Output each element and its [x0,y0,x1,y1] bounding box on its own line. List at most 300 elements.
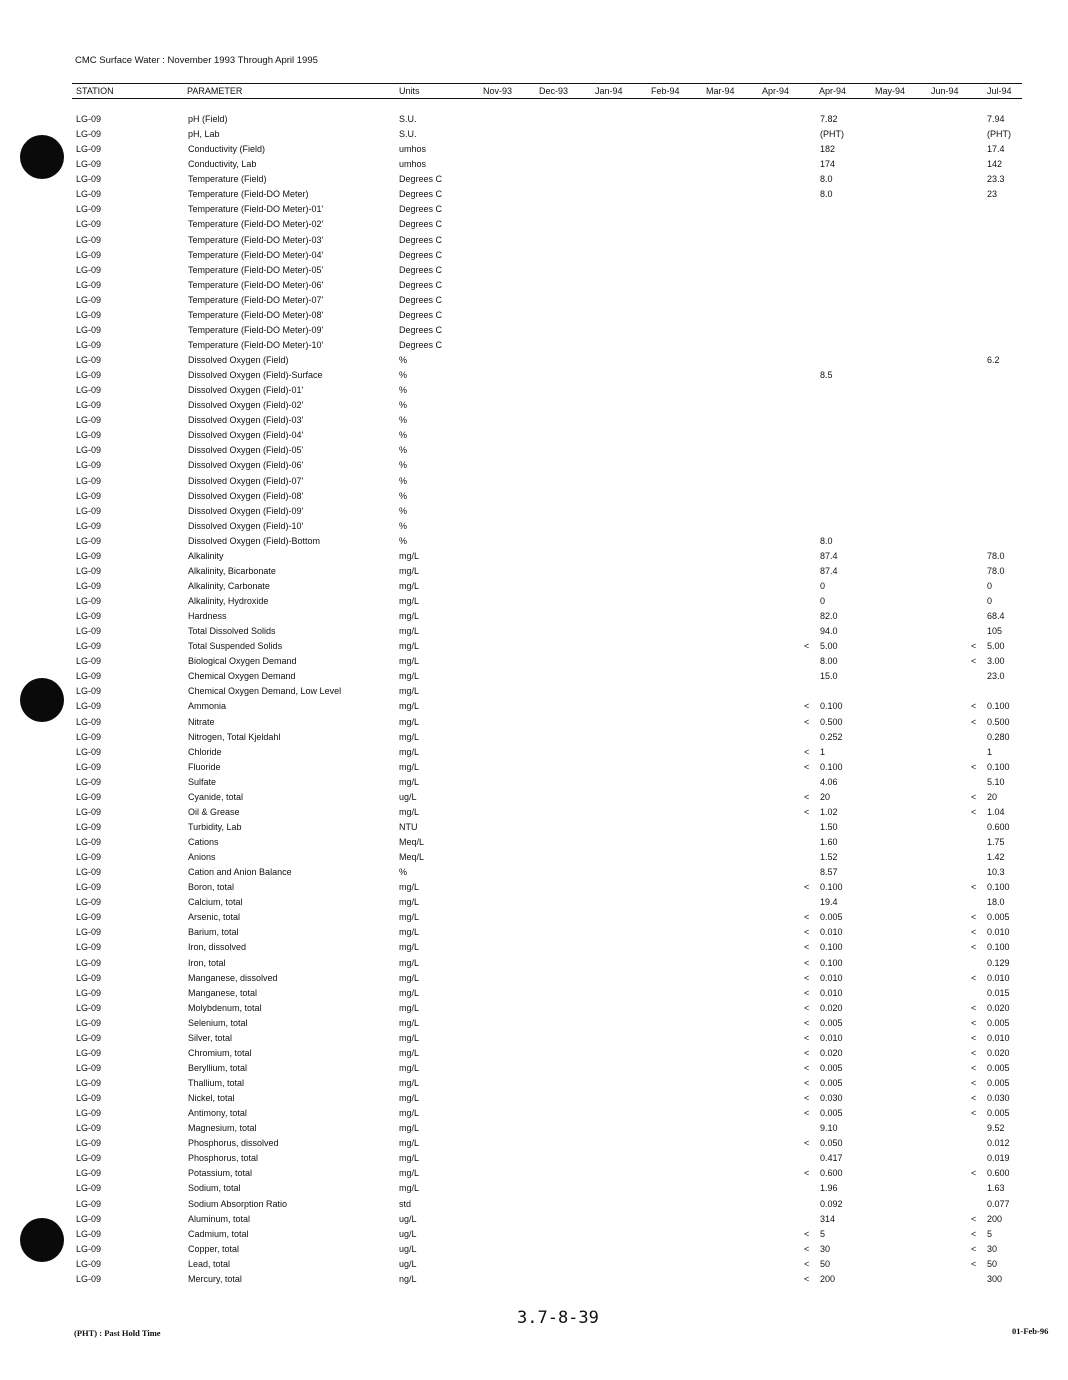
units-cell: mg/L [399,565,420,576]
jul-94-value: 0 [987,580,993,591]
jul-94-value: 0.015 [987,987,1010,998]
parameter-cell: Fluoride [188,761,221,772]
jul-94-value: 0.005 [987,1017,1010,1028]
jul-94-qualifier: < [971,641,977,652]
parameter-cell: Alkalinity [188,550,224,561]
apr-94-value: 0.030 [820,1093,843,1104]
table-row [0,429,1068,444]
table-row [0,1273,1068,1288]
table-row [0,128,1068,143]
jul-94-value: 6.2 [987,355,1000,365]
table-row [0,926,1068,941]
units-cell: mg/L [399,731,420,742]
parameter-cell: Sulfate [188,776,217,787]
table-row [0,670,1068,685]
station-cell: LG-09 [76,852,102,863]
apr-94-value: 0.010 [820,1032,843,1043]
station-cell: LG-09 [76,731,102,742]
jul-94-value: 0.100 [987,761,1010,772]
parameter-cell: Lead, total [188,1258,231,1269]
apr-94-value: 0.100 [820,701,843,712]
apr-94-value: 1.02 [820,806,838,817]
apr-94-qualifier: < [804,1002,810,1013]
station-cell: LG-09 [76,1168,102,1179]
table-row [0,475,1068,490]
jul-94-qualifier: < [971,1168,977,1179]
units-cell: mg/L [399,1093,420,1104]
apr-94-qualifier: < [804,972,810,983]
units-cell: ug/L [399,1213,417,1224]
apr-94-value: 0.005 [820,1078,843,1088]
jul-94-value: 23.0 [987,671,1005,682]
jul-94-value: 23 [987,189,998,200]
table-row [0,294,1068,309]
table-row [0,414,1068,429]
table-row [0,685,1068,700]
station-cell: LG-09 [76,339,102,350]
parameter-cell: Antimony, total [188,1108,247,1119]
apr-94-value: 0.010 [820,972,843,983]
units-cell: % [399,520,408,531]
apr-94-value: 0.100 [820,957,843,968]
table-row [0,203,1068,218]
jul-94-qualifier: < [971,1243,977,1254]
station-cell: LG-09 [76,701,102,712]
column-header-month: Apr-94 [762,86,790,96]
station-cell: LG-09 [76,490,102,501]
jul-94-value: 0.077 [987,1198,1010,1209]
jul-94-value: 0.100 [987,942,1010,953]
table-row [0,1017,1068,1032]
table-row [0,384,1068,399]
station-cell: LG-09 [76,1138,102,1149]
station-cell: LG-09 [76,761,102,772]
station-cell: LG-09 [76,460,102,471]
parameter-cell: Nitrogen, Total Kjeldahl [188,731,281,742]
station-cell: LG-09 [76,611,102,622]
units-cell: mg/L [399,776,420,787]
apr-94-value: 9.10 [820,1123,838,1134]
parameter-cell: Temperature (Field-DO Meter)-07' [188,294,324,305]
table-row [0,640,1068,655]
jul-94-qualifier: < [971,972,977,983]
units-cell: Degrees C [399,174,443,185]
station-cell: LG-09 [76,430,102,441]
station-cell: LG-09 [76,204,102,215]
apr-94-qualifier: < [804,1138,810,1149]
units-cell: mg/L [399,1002,420,1013]
table-row [0,249,1068,264]
units-cell: % [399,415,408,426]
table-row [0,1167,1068,1182]
table-row [0,836,1068,851]
jul-94-qualifier: < [971,716,977,727]
apr-94-qualifier: < [804,746,810,757]
units-cell: ug/L [399,1243,417,1254]
apr-94-value: 0.100 [820,882,843,893]
station-cell: LG-09 [76,400,102,411]
station-cell: LG-09 [76,445,102,456]
column-header-parameter: PARAMETER [187,86,243,96]
jul-94-value: 0.010 [987,1032,1010,1043]
apr-94-value: 0.100 [820,942,843,953]
apr-94-value: 8.57 [820,867,838,878]
parameter-cell: Dissolved Oxygen (Field)-04' [188,430,304,441]
table-row [0,821,1068,836]
page-number: 3.7-8-39 [517,1308,599,1328]
jul-94-value: 50 [987,1258,998,1269]
station-cell: LG-09 [76,535,102,546]
apr-94-value: 0.092 [820,1198,843,1209]
apr-94-value: 314 [820,1213,836,1224]
table-row [0,369,1068,384]
table-row [0,1152,1068,1167]
table-row [0,987,1068,1002]
apr-94-qualifier: < [804,1093,810,1104]
units-cell: mg/L [399,686,420,697]
column-header-month: Jun-94 [931,86,959,96]
units-cell: mg/L [399,550,420,561]
station-cell: LG-09 [76,1062,102,1073]
units-cell: mg/L [399,1123,420,1134]
jul-94-qualifier: < [971,1032,977,1043]
table-row [0,1258,1068,1273]
jul-94-value: 0.010 [987,972,1010,983]
station-cell: LG-09 [76,1228,102,1239]
station-cell: LG-09 [76,279,102,290]
apr-94-value: 0.005 [820,1062,843,1073]
parameter-cell: Thallium, total [188,1078,245,1088]
station-cell: LG-09 [76,1017,102,1028]
table-row [0,399,1068,414]
parameter-cell: Cadmium, total [188,1228,249,1239]
jul-94-value: 0.005 [987,912,1010,923]
jul-94-value: 78.0 [987,550,1005,561]
parameter-cell: Temperature (Field-DO Meter) [188,189,309,200]
apr-94-qualifier: < [804,701,810,712]
apr-94-value: 4.06 [820,776,838,787]
parameter-cell: Chemical Oxygen Demand [188,671,296,682]
station-cell: LG-09 [76,520,102,531]
units-cell: mg/L [399,1017,420,1028]
jul-94-value: 9.52 [987,1123,1005,1134]
apr-94-value: 8.0 [820,174,833,185]
station-cell: LG-09 [76,1047,102,1058]
station-cell: LG-09 [76,1243,102,1254]
units-cell: mg/L [399,1183,420,1194]
jul-94-value: 23.3 [987,174,1005,185]
units-cell: umhos [399,144,427,155]
units-cell: Degrees C [399,264,443,275]
table-row [0,113,1068,128]
jul-94-qualifier: < [971,1258,977,1269]
apr-94-value: (PHT) [820,129,844,140]
jul-94-value: 1.42 [987,852,1005,863]
table-row [0,505,1068,520]
table-row [0,173,1068,188]
table-row [0,1137,1068,1152]
table-row [0,459,1068,474]
units-cell: % [399,355,408,365]
apr-94-qualifier: < [804,1032,810,1043]
parameter-cell: Manganese, total [188,987,258,998]
units-cell: Degrees C [399,204,443,215]
jul-94-value: 78.0 [987,565,1005,576]
table-row [0,1243,1068,1258]
station-cell: LG-09 [76,987,102,998]
units-cell: ng/L [399,1273,417,1284]
parameter-cell: Oil & Grease [188,806,240,817]
units-cell: mg/L [399,897,420,908]
station-cell: LG-09 [76,234,102,245]
units-cell: mg/L [399,912,420,923]
units-cell: % [399,430,408,441]
table-row [0,535,1068,550]
apr-94-value: 0.010 [820,987,843,998]
column-header-month: Jan-94 [595,86,623,96]
table-row [0,716,1068,731]
table-row [0,279,1068,294]
apr-94-qualifier: < [804,1243,810,1254]
jul-94-value: 17.4 [987,144,1005,155]
units-cell: Degrees C [399,339,443,350]
units-cell: % [399,445,408,456]
station-cell: LG-09 [76,219,102,230]
parameter-cell: Selenium, total [188,1017,248,1028]
column-header-units: Units [399,86,420,96]
parameter-cell: Boron, total [188,882,235,893]
table-row [0,1092,1068,1107]
apr-94-value: 50 [820,1258,831,1269]
jul-94-value: 0.020 [987,1002,1010,1013]
parameter-cell: Conductivity, Lab [188,159,257,170]
jul-94-qualifier: < [971,1228,977,1239]
jul-94-qualifier: < [971,701,977,712]
jul-94-qualifier: < [971,656,977,667]
station-cell: LG-09 [76,475,102,486]
table-row [0,490,1068,505]
parameter-cell: Barium, total [188,927,239,938]
jul-94-value: 1 [987,746,993,757]
parameter-cell: Chromium, total [188,1047,252,1058]
table-row [0,158,1068,173]
table-row [0,143,1068,158]
table-row [0,1002,1068,1017]
station-cell: LG-09 [76,1183,102,1194]
units-cell: mg/L [399,761,420,772]
table-row [0,1032,1068,1047]
jul-94-qualifier: < [971,791,977,802]
jul-94-value: 0.100 [987,882,1010,893]
station-cell: LG-09 [76,189,102,200]
parameter-cell: Copper, total [188,1243,240,1254]
station-cell: LG-09 [76,837,102,847]
table-row [0,595,1068,610]
station-cell: LG-09 [76,1273,102,1284]
units-cell: mg/L [399,882,420,893]
jul-94-value: 300 [987,1273,1003,1284]
table-row [0,941,1068,956]
station-cell: LG-09 [76,415,102,426]
column-header-month: Feb-94 [651,86,680,96]
station-cell: LG-09 [76,626,102,637]
jul-94-qualifier: < [971,806,977,817]
parameter-cell: Biological Oxygen Demand [188,656,297,667]
apr-94-value: 5.00 [820,641,838,652]
units-cell: Degrees C [399,249,443,260]
station-cell: LG-09 [76,1213,102,1224]
station-cell: LG-09 [76,1153,102,1164]
apr-94-qualifier: < [804,1017,810,1028]
jul-94-value: 105 [987,626,1003,637]
apr-94-value: 0.005 [820,912,843,923]
station-cell: LG-09 [76,806,102,817]
apr-94-value: 82.0 [820,611,838,622]
table-row [0,218,1068,233]
parameter-cell: Ammonia [188,701,227,712]
parameter-cell: Calcium, total [188,897,243,908]
station-cell: LG-09 [76,1032,102,1043]
table-row [0,188,1068,203]
units-cell: ug/L [399,791,417,802]
apr-94-value: 1.60 [820,837,838,847]
apr-94-value: 1.52 [820,852,838,863]
station-cell: LG-09 [76,1108,102,1119]
parameter-cell: Dissolved Oxygen (Field)-03' [188,415,304,426]
apr-94-value: 1.50 [820,821,838,832]
jul-94-qualifier: < [971,927,977,938]
table-row [0,761,1068,776]
units-cell: % [399,490,408,501]
jul-94-qualifier: < [971,761,977,772]
table-row [0,264,1068,279]
apr-94-value: 8.5 [820,370,833,381]
parameter-cell: pH, Lab [188,129,220,140]
parameter-cell: Manganese, dissolved [188,972,278,983]
column-header-month: Dec-93 [539,86,569,96]
station-cell: LG-09 [76,897,102,908]
units-cell: mg/L [399,1108,420,1119]
jul-94-value: 0.500 [987,716,1010,727]
jul-94-value: 3.00 [987,656,1005,667]
jul-94-value: 5 [987,1228,993,1239]
units-cell: mg/L [399,596,420,606]
station-cell: LG-09 [76,144,102,155]
jul-94-value: 68.4 [987,611,1005,622]
jul-94-value: 5.10 [987,776,1005,787]
apr-94-value: 19.4 [820,897,838,908]
units-cell: Meq/L [399,852,425,863]
parameter-cell: Alkalinity, Bicarbonate [188,565,276,576]
station-cell: LG-09 [76,596,102,606]
parameter-cell: Dissolved Oxygen (Field)-10' [188,520,304,531]
print-date: 01-Feb-96 [1012,1326,1049,1336]
parameter-cell: Dissolved Oxygen (Field)-Bottom [188,535,321,546]
station-cell: LG-09 [76,716,102,727]
apr-94-value: 30 [820,1243,831,1254]
table-row [0,520,1068,535]
table-row [0,1198,1068,1213]
jul-94-qualifier: < [971,1078,977,1088]
jul-94-qualifier: < [971,912,977,923]
station-cell: LG-09 [76,686,102,697]
apr-94-value: 15.0 [820,671,838,682]
station-cell: LG-09 [76,641,102,652]
jul-94-value: 0.280 [987,731,1010,742]
units-cell: mg/L [399,987,420,998]
station-cell: LG-09 [76,355,102,365]
jul-94-value: 0.030 [987,1093,1010,1104]
apr-94-qualifier: < [804,1168,810,1179]
table-row [0,972,1068,987]
jul-94-value: 5.00 [987,641,1005,652]
apr-94-value: 0.020 [820,1047,843,1058]
jul-94-value: 1.63 [987,1183,1005,1194]
station-cell: LG-09 [76,249,102,260]
apr-94-value: 8.0 [820,189,833,200]
column-header-month: Nov-93 [483,86,513,96]
jul-94-qualifier: < [971,1108,977,1119]
apr-94-value: 0.252 [820,731,843,742]
table-row [0,565,1068,580]
jul-94-qualifier: < [971,1017,977,1028]
jul-94-value: 0.020 [987,1047,1010,1058]
parameter-cell: Anions [188,852,216,863]
parameter-cell: Dissolved Oxygen (Field)-02' [188,400,304,411]
parameter-cell: Dissolved Oxygen (Field) [188,355,289,365]
apr-94-value: 94.0 [820,626,838,637]
units-cell: mg/L [399,611,420,622]
parameter-cell: Turbidity, Lab [188,821,242,832]
jul-94-value: 0.005 [987,1062,1010,1073]
table-row [0,444,1068,459]
units-cell: Meq/L [399,837,425,847]
parameter-cell: Total Suspended Solids [188,641,283,652]
station-cell: LG-09 [76,882,102,893]
units-cell: mg/L [399,701,420,712]
units-cell: % [399,370,408,381]
parameter-cell: Temperature (Field-DO Meter)-01' [188,204,324,215]
column-header-month: May-94 [875,86,906,96]
parameter-cell: Potassium, total [188,1168,253,1179]
station-cell: LG-09 [76,324,102,335]
parameter-cell: Temperature (Field) [188,174,267,185]
station-cell: LG-09 [76,776,102,787]
station-cell: LG-09 [76,671,102,682]
station-cell: LG-09 [76,1078,102,1088]
units-cell: % [399,535,408,546]
parameter-cell: Temperature (Field-DO Meter)-09' [188,324,324,335]
station-cell: LG-09 [76,505,102,516]
apr-94-value: 0 [820,580,826,591]
jul-94-qualifier: < [971,1047,977,1058]
units-cell: umhos [399,159,427,170]
apr-94-qualifier: < [804,1108,810,1119]
column-header-month: Jul-94 [987,86,1012,96]
page-title: CMC Surface Water : November 1993 Through April 1995 [75,55,318,66]
jul-94-value: 0 [987,596,993,606]
units-cell: Degrees C [399,324,443,335]
jul-94-value: 7.94 [987,114,1005,124]
units-cell: S.U. [399,129,417,140]
table-row [0,324,1068,339]
units-cell: mg/L [399,927,420,938]
parameter-cell: Temperature (Field-DO Meter)-02' [188,219,324,230]
jul-94-value: 10.3 [987,867,1005,878]
units-cell: Degrees C [399,234,443,245]
jul-94-qualifier: < [971,1213,977,1224]
units-cell: ug/L [399,1228,417,1239]
